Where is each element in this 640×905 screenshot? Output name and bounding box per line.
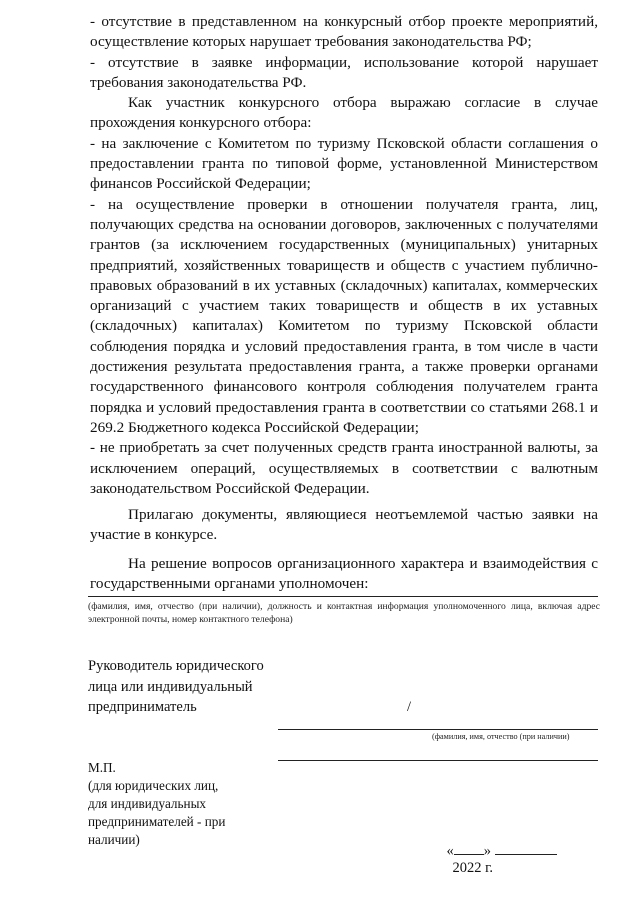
signature-slash: / — [407, 699, 412, 715]
date-close-quote: » — [483, 843, 491, 859]
signature-line-lower — [278, 760, 598, 761]
paragraph: - отсутствие в заявке информации, использование которой нарушает требования законодательства РФ. — [90, 53, 598, 91]
authorized-person-line — [88, 596, 598, 597]
signatory-name-caption: (фамилия, имя, отчество (при наличии) — [432, 732, 570, 741]
stamp-note-line: (для юридических лиц, — [88, 778, 219, 793]
signatory-title-line: лица или индивидуальный — [88, 678, 253, 695]
authorized-person-caption: (фамилия, имя, отчество (при наличии), должность и контактная информация уполномоченного лица, включая адрес электронной почты, номер контактного телефона) — [88, 601, 600, 625]
stamp-note-line: предпринимателей - при — [88, 814, 226, 829]
body-text — [90, 12, 598, 594]
date-month-blank[interactable] — [495, 854, 557, 855]
signatory-title — [88, 656, 264, 718]
date-field — [432, 826, 557, 894]
paragraph: - на осуществление проверки в отношении получателя гранта, лиц, получающих средства на основании договоров, заключенных с получателями грантов (за исключением государственных (муниципальных) унитарных предприятий, хозяйственных товариществ и обществ с участием публично-правовых образований в их уставных (складочных) капиталах, коммерческих организаций с участием таких товариществ и обществ в их уставных (складочных) капиталах) Комитетом по туризму Псковской области соблюдения порядка и условий предоставления гранта, в том числе в части достижения результата предоставления гранта, а также проверки органами государственного финансового контроля соблюдения получателем гранта порядка и условий предоставления гранта в соответствии со статьями 268.1 и 269.2 Бюджетного кодекса Российской Федерации; — [90, 195, 598, 436]
paragraph: Прилагаю документы, являющиеся неотъемлемой частью заявки на участие в конкурсе. — [90, 506, 598, 544]
signatory-title-line: Руководитель юридического — [88, 658, 264, 674]
stamp-label: М.П. — [88, 760, 116, 775]
stamp-note — [88, 759, 225, 849]
signatory-title-line: предприниматель — [88, 699, 197, 715]
stamp-note-line: для индивидуальных — [88, 796, 207, 811]
paragraph: - не приобретать за счет полученных средств гранта иностранной валюты, за исключением операций, осуществляемых в соответствии с валютным законодательством Российской Федерации. — [90, 439, 598, 497]
stamp-note-line: наличии) — [88, 832, 140, 847]
paragraph: - на заключение с Комитетом по туризму Псковской области соглашения о предоставлении гранта по типовой форме, установленной Министерством финансов Российской Федерации; — [90, 134, 598, 193]
paragraph: На решение вопросов организационного характера и взаимодействия с государственными органами уполномочен: — [90, 554, 598, 593]
paragraph: Как участник конкурсного отбора выражаю согласие в случае прохождения конкурсного отбора: — [90, 94, 598, 132]
date-day-blank[interactable] — [454, 854, 484, 855]
date-year: 2022 г. — [452, 860, 494, 876]
paragraph: - отсутствие в представленном на конкурсный отбор проекте мероприятий, осуществление которых нарушает требования законодательства РФ; — [90, 13, 598, 51]
date-open-quote: « — [446, 843, 454, 859]
